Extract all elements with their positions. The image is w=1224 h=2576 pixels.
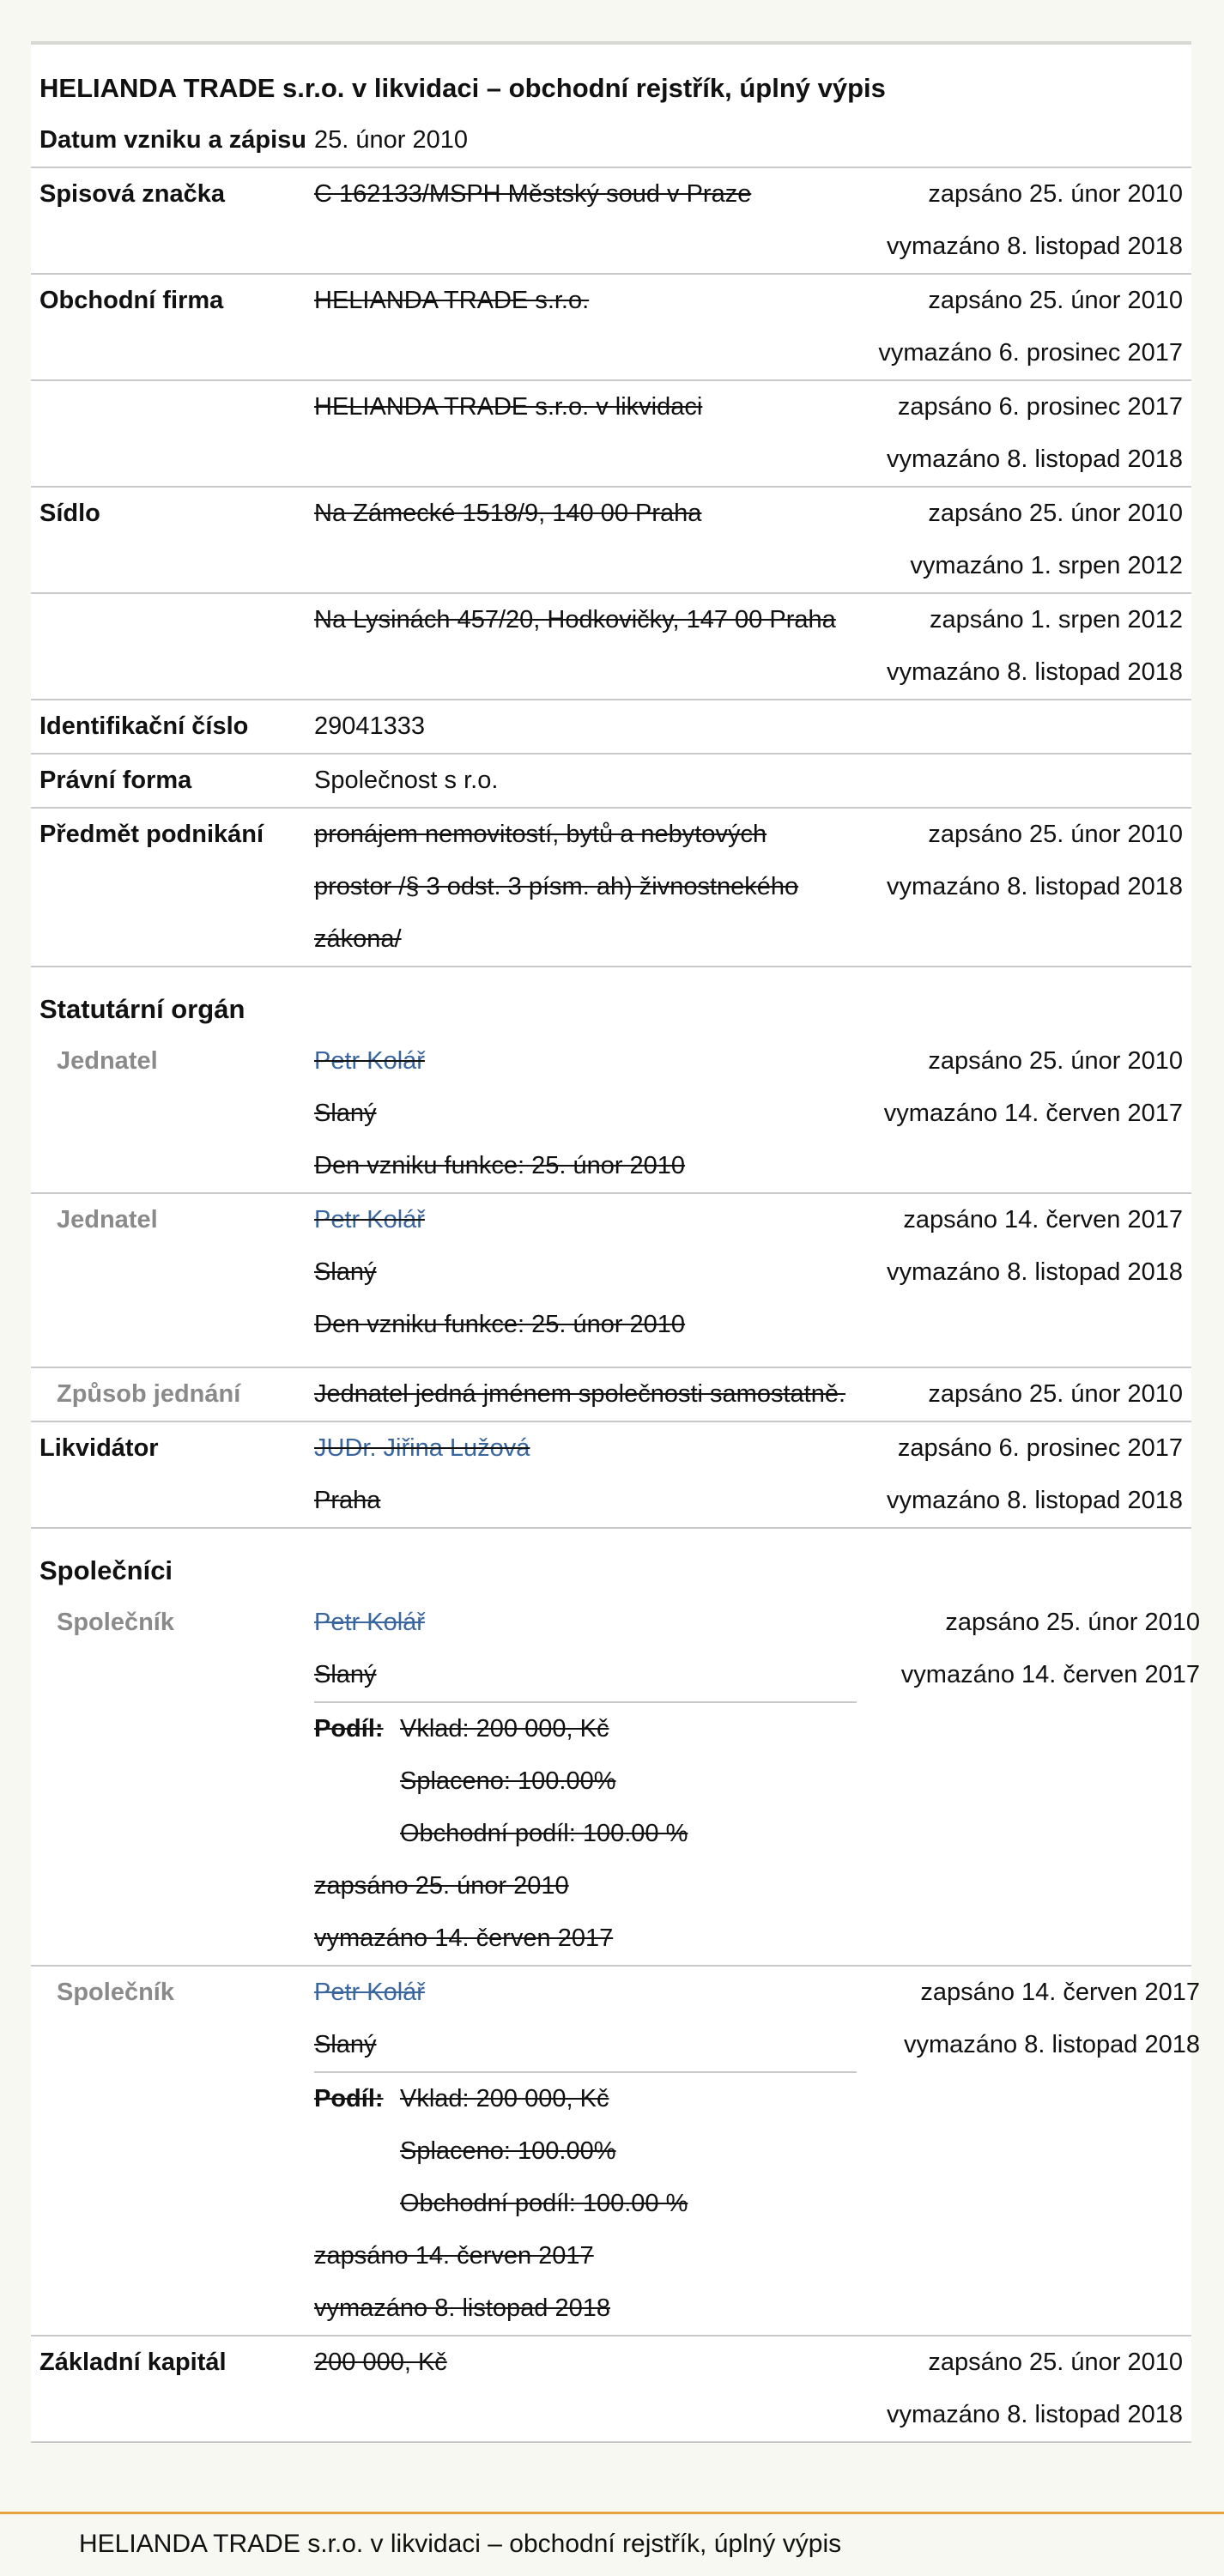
person-city: Slaný bbox=[314, 1661, 377, 1688]
person-link[interactable]: Petr Kolář bbox=[314, 1047, 425, 1075]
podil-spacer bbox=[314, 2125, 400, 2178]
register-extract bbox=[31, 41, 1200, 2443]
podil-splaceno-row bbox=[314, 1755, 857, 1808]
row-obchodni-firma-2 bbox=[31, 381, 1191, 488]
podil-vymazano: vymazáno 8. listopad 2018 bbox=[314, 2294, 610, 2322]
label-empty bbox=[31, 594, 314, 699]
date-zapsano: zapsáno 25. únor 2010 bbox=[928, 1047, 1183, 1075]
value-likvidator bbox=[314, 1422, 839, 1527]
row-datum-vzniku bbox=[31, 114, 1191, 168]
date-zapsano: zapsáno 1. srpen 2012 bbox=[929, 606, 1183, 633]
podil-splaceno: Splaceno: 100.00% bbox=[400, 1767, 616, 1795]
row-sidlo-1 bbox=[31, 488, 1191, 594]
row-spolecnik-2 bbox=[31, 1967, 1200, 2337]
row-identifikacni-cislo bbox=[31, 700, 1191, 755]
value-zakladni-kapital: 200 000, Kč bbox=[314, 2349, 447, 2376]
podil-spacer bbox=[314, 1755, 400, 1808]
dates-zpusob-jednani bbox=[874, 1368, 1191, 1421]
date-zapsano: zapsáno 25. únor 2010 bbox=[945, 1609, 1200, 1636]
person-city: Slaný bbox=[314, 1258, 377, 1286]
value-jednatel-2 bbox=[314, 1194, 839, 1351]
podil-zapsano: zapsáno 14. červen 2017 bbox=[314, 2242, 594, 2270]
predmet-line: prostor /§ 3 odst. 3 písm. ah) živnostnekého bbox=[314, 873, 799, 900]
predmet-line: zákona/ bbox=[314, 925, 402, 953]
podil-splaceno: Splaceno: 100.00% bbox=[400, 2137, 616, 2165]
date-zapsano: zapsáno 25. únor 2010 bbox=[928, 1380, 1183, 1408]
date-vymazano: vymazáno 6. prosinec 2017 bbox=[878, 339, 1183, 367]
section-spolecnici: Společníci bbox=[39, 1555, 173, 1585]
dates-sidlo-1 bbox=[839, 488, 1191, 592]
value-sidlo-1: Na Zámecké 1518/9, 140 00 Praha bbox=[314, 500, 702, 527]
row-sidlo-2 bbox=[31, 594, 1191, 700]
function-start: Den vzniku funkce: 25. únor 2010 bbox=[314, 1311, 686, 1338]
date-vymazano: vymazáno 8. listopad 2018 bbox=[887, 658, 1183, 686]
date-zapsano: zapsáno 25. únor 2010 bbox=[928, 287, 1183, 314]
row-pravni-forma bbox=[31, 755, 1191, 809]
value-zpusob-jednani: Jednatel jedná jménem společnosti samostatně. bbox=[314, 1380, 846, 1408]
podil-vklad: Vklad: 200 000, Kč bbox=[400, 1715, 609, 1743]
podil-spacer bbox=[314, 2178, 400, 2230]
podil-vklad-row bbox=[314, 2073, 857, 2125]
value-datum-vzniku: 25. únor 2010 bbox=[314, 126, 468, 154]
podil-obchodni-row bbox=[314, 2178, 857, 2230]
page-title: HELIANDA TRADE s.r.o. v likvidaci – obchodní rejstřík, úplný výpis bbox=[39, 73, 886, 103]
row-obchodni-firma-1 bbox=[31, 275, 1191, 381]
date-zapsano: zapsáno 14. červen 2017 bbox=[903, 1206, 1183, 1233]
date-zapsano: zapsáno 25. únor 2010 bbox=[928, 821, 1183, 848]
podil-obchodni-row bbox=[314, 1808, 857, 1860]
row-jednatel-2 bbox=[31, 1194, 1191, 1368]
date-zapsano: zapsáno 25. únor 2010 bbox=[928, 500, 1183, 527]
row-jednatel-1 bbox=[31, 1035, 1191, 1194]
row-spisova-znacka bbox=[31, 168, 1191, 275]
value-sidlo-2: Na Lysinách 457/20, Hodkovičky, 147 00 Praha bbox=[314, 606, 836, 633]
dates-obchodni-firma-2 bbox=[839, 381, 1191, 486]
dates-jednatel-2 bbox=[839, 1194, 1191, 1351]
date-vymazano: vymazáno 8. listopad 2018 bbox=[887, 1258, 1183, 1286]
person-link[interactable]: JUDr. Jiřina Lužová bbox=[314, 1434, 530, 1462]
dates-jednatel-1 bbox=[839, 1035, 1191, 1192]
value-predmet-podnikani bbox=[314, 809, 839, 966]
value-spolecnik-2 bbox=[314, 1967, 857, 2335]
podil-label: Podíl: bbox=[314, 1715, 384, 1743]
label-sidlo: Sídlo bbox=[39, 500, 100, 527]
person-link[interactable]: Petr Kolář bbox=[314, 1609, 425, 1636]
dates-predmet-podnikani bbox=[839, 809, 1191, 966]
date-vymazano: vymazáno 1. srpen 2012 bbox=[910, 552, 1183, 579]
label-spolecnik: Společník bbox=[57, 1609, 174, 1636]
date-vymazano: vymazáno 8. listopad 2018 bbox=[904, 2031, 1200, 2058]
label-spisova-znacka: Spisová značka bbox=[39, 180, 225, 208]
label-datum-vzniku: Datum vzniku a zápisu bbox=[39, 126, 307, 154]
label-zakladni-kapital: Základní kapitál bbox=[39, 2349, 227, 2376]
person-link[interactable]: Petr Kolář bbox=[314, 1206, 425, 1233]
podil-block bbox=[314, 1701, 857, 1965]
person-city: Praha bbox=[314, 1487, 381, 1514]
dates-sidlo-2 bbox=[839, 594, 1191, 699]
value-obchodni-firma-1: HELIANDA TRADE s.r.o. bbox=[314, 287, 590, 314]
podil-vymazano: vymazáno 14. červen 2017 bbox=[314, 1924, 614, 1952]
label-predmet-podnikani: Předmět podnikání bbox=[39, 821, 264, 848]
row-zakladni-kapital bbox=[31, 2337, 1191, 2443]
value-obchodni-firma-2: HELIANDA TRADE s.r.o. v likvidaci bbox=[314, 393, 703, 421]
dates-likvidator bbox=[839, 1422, 1191, 1527]
predmet-line: pronájem nemovitostí, bytů a nebytových bbox=[314, 821, 767, 848]
function-start: Den vzniku funkce: 25. únor 2010 bbox=[314, 1152, 686, 1179]
label-jednatel: Jednatel bbox=[57, 1047, 158, 1075]
podil-obchodni: Obchodní podíl: 100.00 % bbox=[400, 2190, 688, 2217]
person-link[interactable]: Petr Kolář bbox=[314, 1979, 425, 2006]
date-vymazano: vymazáno 8. listopad 2018 bbox=[887, 1487, 1183, 1514]
podil-vklad: Vklad: 200 000, Kč bbox=[400, 2085, 609, 2112]
person-city: Slaný bbox=[314, 1100, 377, 1127]
label-empty bbox=[31, 381, 314, 486]
row-zpusob-jednani bbox=[31, 1368, 1191, 1422]
label-pravni-forma: Právní forma bbox=[39, 767, 192, 794]
date-zapsano: zapsáno 25. únor 2010 bbox=[928, 180, 1183, 208]
dates-zakladni-kapital bbox=[839, 2337, 1191, 2441]
podil-spacer bbox=[314, 1808, 400, 1860]
podil-label: Podíl: bbox=[314, 2085, 384, 2112]
value-jednatel-1 bbox=[314, 1035, 839, 1192]
footer-title: HELIANDA TRADE s.r.o. v likvidaci – obchodní rejstřík, úplný výpis bbox=[79, 2530, 842, 2558]
value-spisova-znacka: C 162133/MSPH Městský soud v Praze bbox=[314, 180, 752, 208]
podil-splaceno-row bbox=[314, 2125, 857, 2178]
label-zpusob-jednani: Způsob jednání bbox=[57, 1380, 241, 1408]
podil-vklad-row bbox=[314, 1703, 857, 1755]
row-predmet-podnikani bbox=[31, 809, 1191, 967]
label-spolecnik: Společník bbox=[57, 1979, 174, 2006]
value-identifikacni-cislo: 29041333 bbox=[314, 712, 426, 740]
dates-spolecnik-1 bbox=[857, 1597, 1209, 1965]
podil-obchodni: Obchodní podíl: 100.00 % bbox=[400, 1820, 688, 1847]
dates-spisova-znacka bbox=[839, 168, 1191, 273]
label-identifikacni-cislo: Identifikační číslo bbox=[39, 712, 249, 740]
section-statutarni-organ: Statutární orgán bbox=[39, 994, 245, 1024]
podil-zapsano: zapsáno 25. únor 2010 bbox=[314, 1872, 569, 1900]
dates-obchodni-firma-1 bbox=[839, 275, 1191, 379]
person-city: Slaný bbox=[314, 2031, 377, 2058]
podil-block bbox=[314, 2071, 857, 2335]
date-vymazano: vymazáno 8. listopad 2018 bbox=[887, 2401, 1183, 2428]
row-spolecnik-1 bbox=[31, 1597, 1200, 1967]
date-vymazano: vymazáno 8. listopad 2018 bbox=[887, 873, 1183, 900]
row-likvidator bbox=[31, 1422, 1191, 1529]
value-spolecnik-1 bbox=[314, 1597, 857, 1965]
date-vymazano: vymazáno 8. listopad 2018 bbox=[887, 445, 1183, 473]
label-likvidator: Likvidátor bbox=[39, 1434, 159, 1462]
label-obchodni-firma: Obchodní firma bbox=[39, 287, 224, 314]
date-zapsano: zapsáno 25. únor 2010 bbox=[928, 2349, 1183, 2376]
label-jednatel: Jednatel bbox=[57, 1206, 158, 1233]
dates-spolecnik-2 bbox=[857, 1967, 1209, 2335]
date-vymazano: vymazáno 8. listopad 2018 bbox=[887, 233, 1183, 260]
date-zapsano: zapsáno 6. prosinec 2017 bbox=[897, 1434, 1183, 1462]
date-vymazano: vymazáno 14. červen 2017 bbox=[900, 1661, 1200, 1688]
value-pravni-forma: Společnost s r.o. bbox=[314, 767, 499, 794]
date-zapsano: zapsáno 14. červen 2017 bbox=[920, 1979, 1200, 2006]
date-vymazano: vymazáno 14. červen 2017 bbox=[883, 1100, 1183, 1127]
date-zapsano: zapsáno 6. prosinec 2017 bbox=[897, 393, 1183, 421]
footer-bar bbox=[0, 2512, 1224, 2576]
